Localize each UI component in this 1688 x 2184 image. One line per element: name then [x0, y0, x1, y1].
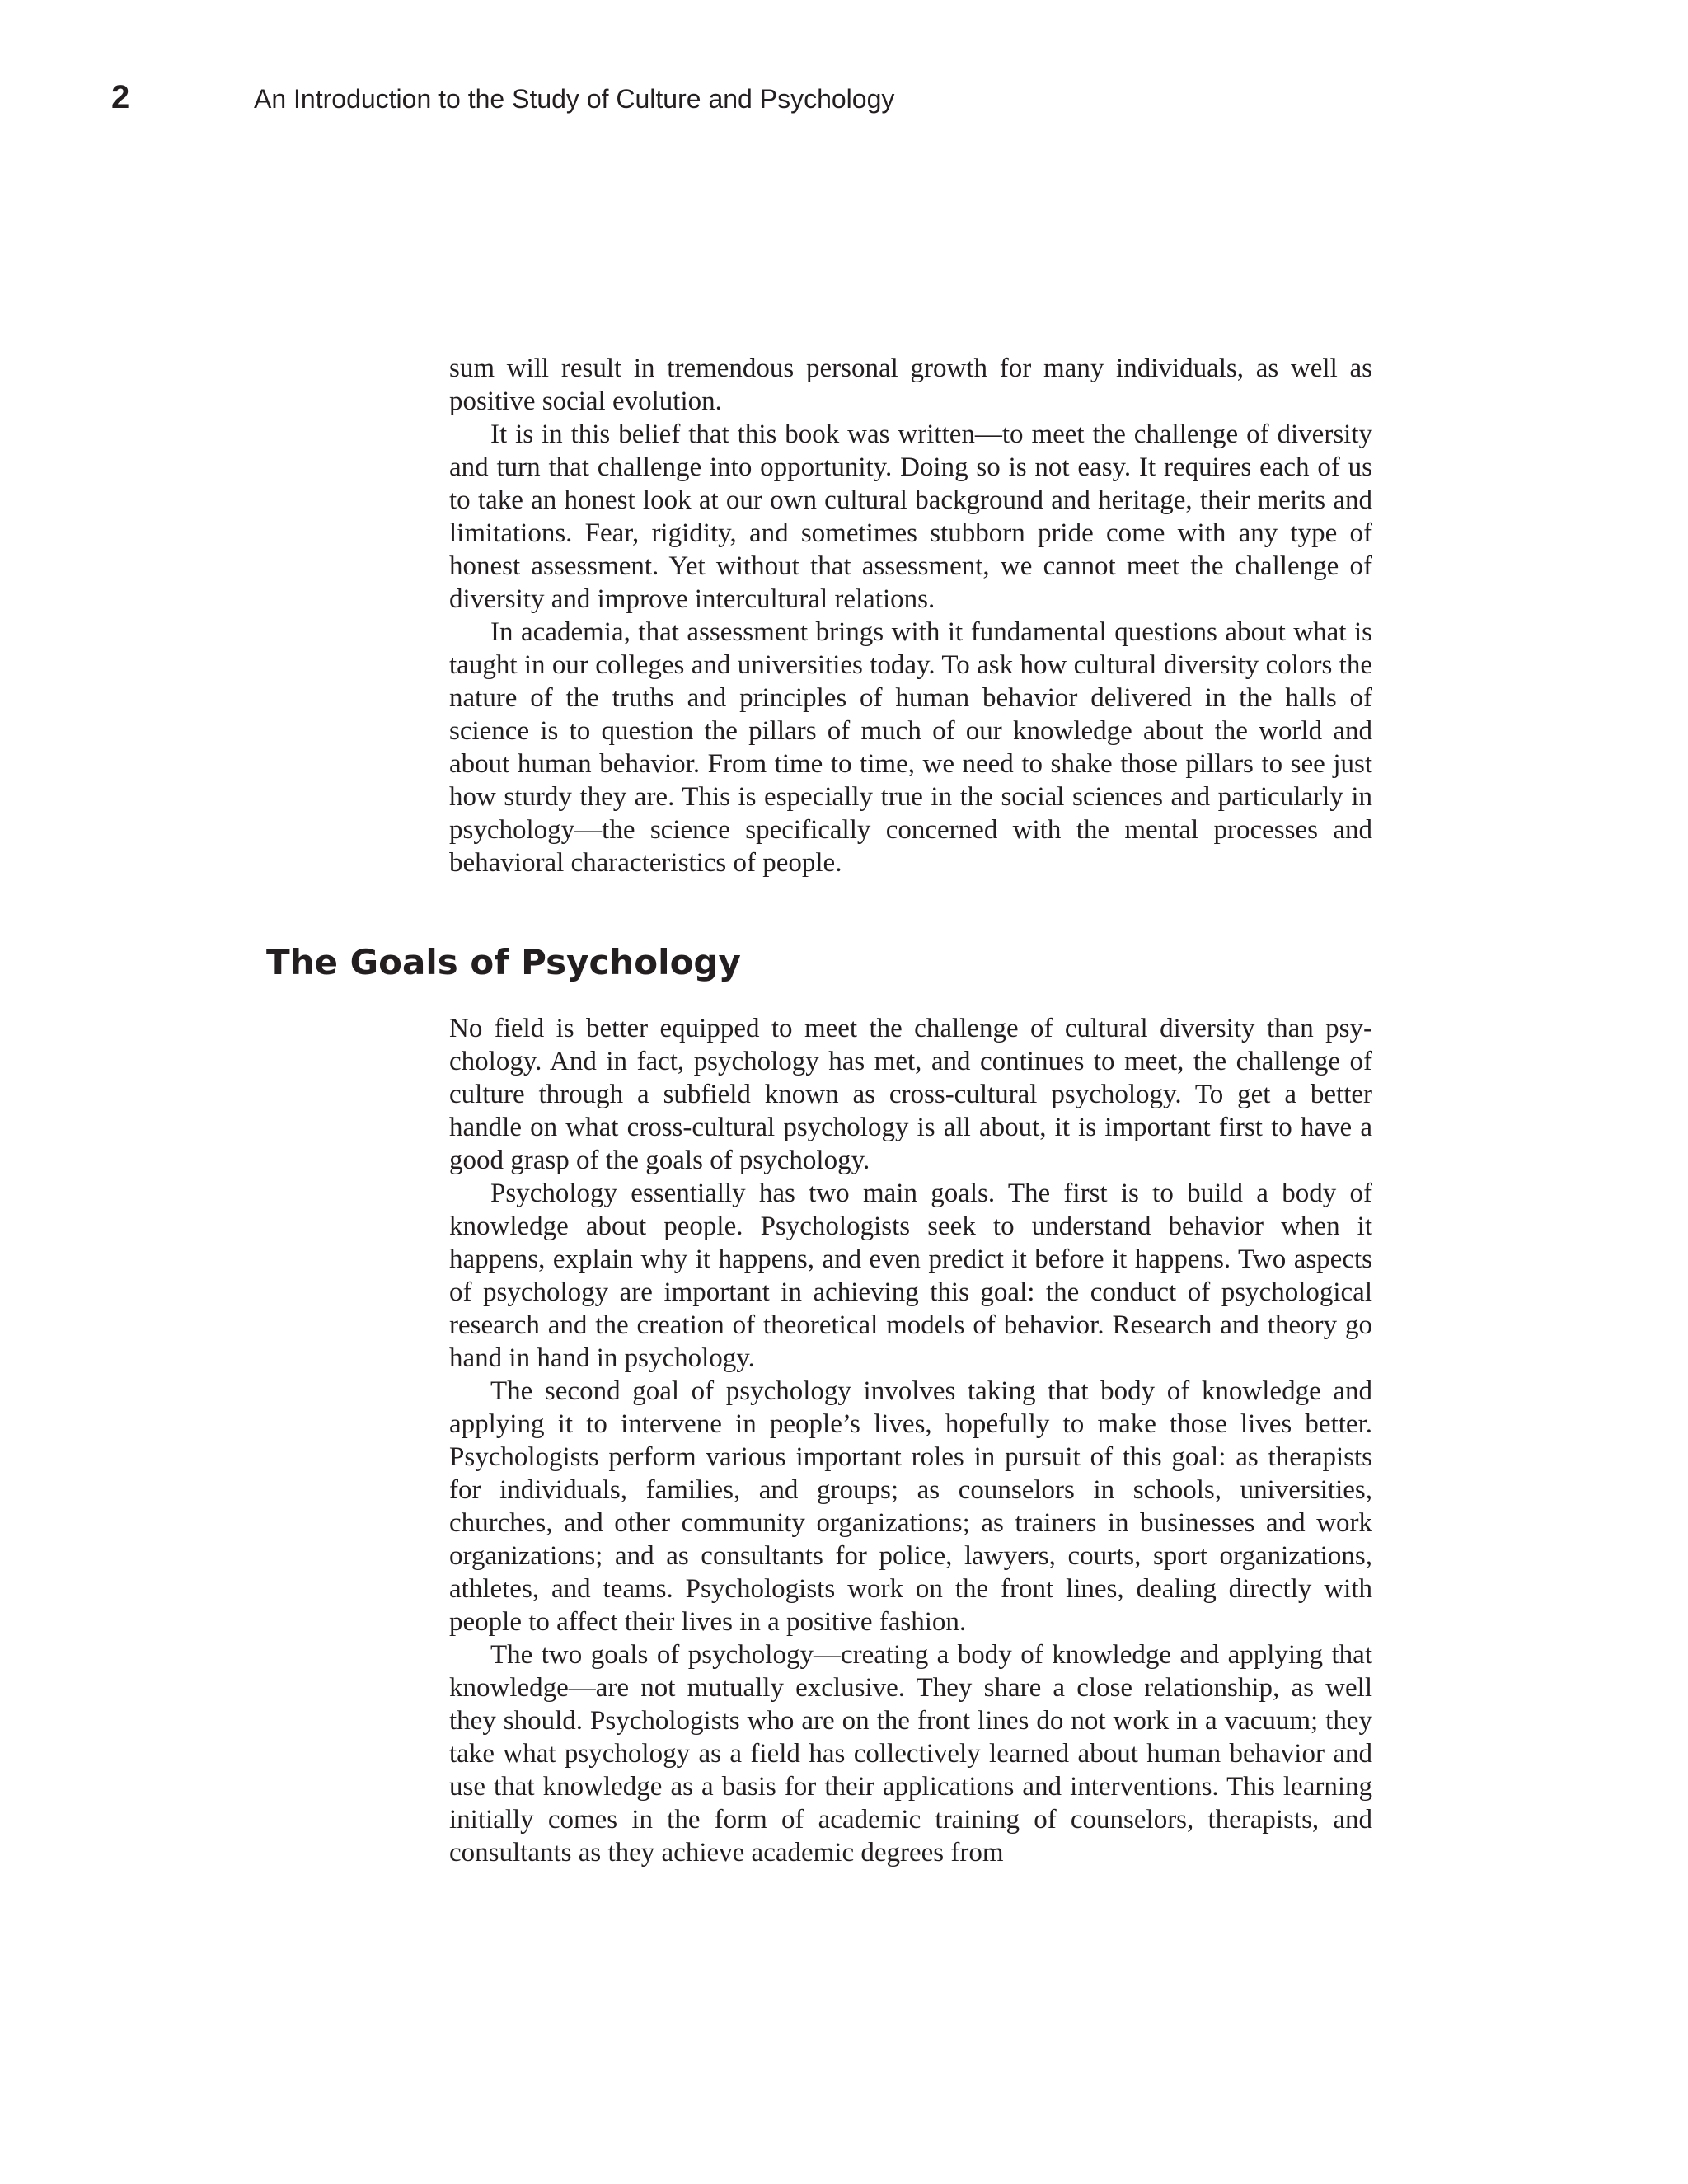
body-paragraph: The second goal of psychology involves taking that body of knowledge and applying it to intervene in people’s lives, hopefully to make those lives better. Psychologists perform various important roles in pursuit of this goal: as therapists for individuals, families, and groups; as counselors in schools, universities, churches, and other community organizations; as trainers in businesses and work organizations; and as consultants for police, lawyers, courts, sport organizations, athletes, and teams. Psychologists work on the front lines, dealing directly with people to affect their lives in a positive fashion.	[449, 1376, 1372, 1637]
body-paragraph: Psychology essentially has two main goals. The first is to build a body of knowledge about people. Psychologists seek to understand behavior when it happens, explain why it happens, and even predict it before it happens. Two aspects of psychology are important in achieving this goal: the conduct of psychological research and the creation of theoretical models of behavior. Research and theory go hand in hand in psychology.	[449, 1179, 1372, 1373]
section-text-block	[449, 1012, 1372, 1869]
body-paragraph: It is in this belief that this book was written—to meet the challenge of diversity and turn that challenge into opportunity. Doing so is not easy. It requires each of us to take an honest look at our own cultural background and heritage, their merits and limitations. Fear, rigidity, and sometimes stubborn pride come with any type of honest assessment. Yet without that assessment, we cannot meet the challenge of diversity and improve intercultural relations.	[449, 419, 1372, 614]
body-paragraph: The two goals of psychology—creating a body of knowledge and applying that knowledge—are not mutually exclusive. They share a close relationship, as well they should. Psychologists who are on the front lines do not work in a vacuum; they take what psychology as a field has collectively learned about human behavior and use that knowledge as a basis for their applications and interventions. This learning initially comes in the form of academic training of counselors, therapists, and consultants as they achieve academic degrees from	[449, 1640, 1372, 1868]
body-paragraph: In academia, that assessment brings with it fundamental questions about what is taught in our colleges and universities today. To ask how cultural diversity colors the nature of the truths and principles of human behavior delivered in the halls of science is to question the pillars of much of our knowledge about the world and about human behavior. From time to time, we need to shake those pillars to see just how sturdy they are. This is especially true in the social sciences and particularly in psychology—the science specifically concerned with the mental processes and behavioral characteristics of people.	[449, 617, 1372, 878]
body-paragraph: No field is better equipped to meet the challenge of cultural diversity than psychology. And in fact, psychology has met, and continues to meet, the challenge of culture through a subfield known as cross-cultural psychology. To get a better handle on what cross-cultural psychology is all about, it is important first to have a good grasp of the goals of psychology.	[449, 1014, 1372, 1175]
running-head-title: An Introduction to the Study of Culture and Psychology	[254, 84, 895, 114]
section-heading: The Goals of Psychology	[266, 942, 741, 982]
intro-text-block	[449, 352, 1372, 879]
body-paragraph: sum will result in tremendous personal growth for many individuals, as well as positive social evolution.	[449, 354, 1372, 416]
page-number: 2	[111, 79, 130, 115]
